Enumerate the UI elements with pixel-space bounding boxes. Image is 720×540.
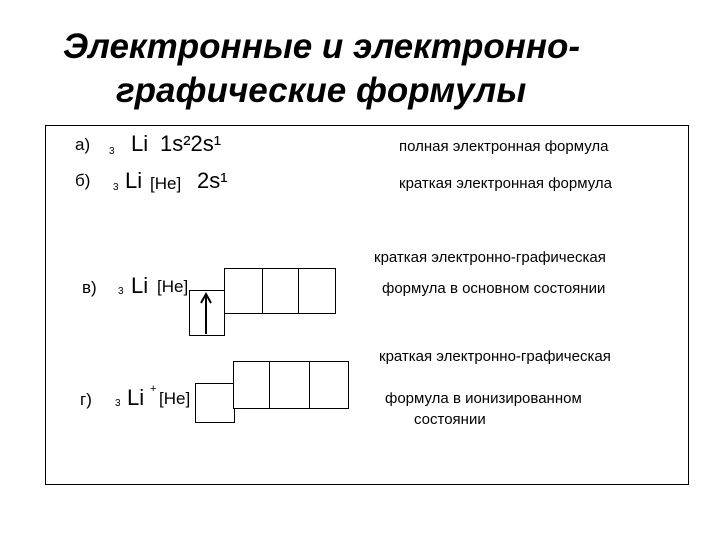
row-g-core: [Не] <box>159 389 191 408</box>
row-v-note-line2: формула в основном состоянии <box>382 280 606 297</box>
row-v-element: Li <box>131 273 149 298</box>
up-arrow-icon <box>196 290 216 336</box>
row-g-charge: + <box>150 383 157 395</box>
row-b-core: [Не] <box>150 174 182 193</box>
row-v-letter: в) <box>82 278 97 297</box>
row-a-config: 1s²2s¹ <box>160 131 222 156</box>
row-a-atomic-number: 3 <box>109 146 115 157</box>
row-a-note: полная электронная формула <box>399 138 609 155</box>
row-v-note-line1: краткая электронно-графическая <box>374 249 606 266</box>
row-b-letter: б) <box>75 171 91 190</box>
page-title-line1: Электронные и электронно- <box>63 27 581 66</box>
row-b-config: 2s¹ <box>197 168 228 193</box>
row-g-p-orbital-box-3 <box>309 361 349 409</box>
row-v-p-orbital-box-3 <box>298 268 336 314</box>
row-g-atomic-number: 3 <box>115 398 121 409</box>
row-b-atomic-number: 3 <box>113 182 119 193</box>
row-g-p-orbital-box-2 <box>269 361 311 409</box>
row-a-element: Li <box>131 131 149 156</box>
row-v-atomic-number: 3 <box>118 286 124 297</box>
row-g-p-orbital-box-1 <box>233 361 271 409</box>
row-a-letter: а) <box>75 135 91 154</box>
row-v-p-orbital-box-2 <box>262 268 300 314</box>
row-g-note-line1: краткая электронно-графическая <box>379 348 611 365</box>
page-title-line2: графические формулы <box>116 71 527 110</box>
row-v-core: [Не] <box>157 277 189 296</box>
row-b-element: Li <box>125 168 143 193</box>
row-g-element: Li <box>127 385 145 410</box>
row-g-note-line2: формула в ионизированном <box>385 390 582 407</box>
row-g-s-orbital-box <box>195 383 235 423</box>
row-g-letter: г) <box>80 390 92 409</box>
row-g-note-line3: состоянии <box>414 411 486 428</box>
row-b-note: краткая электронная формула <box>399 175 612 192</box>
row-v-p-orbital-box-1 <box>224 268 264 314</box>
